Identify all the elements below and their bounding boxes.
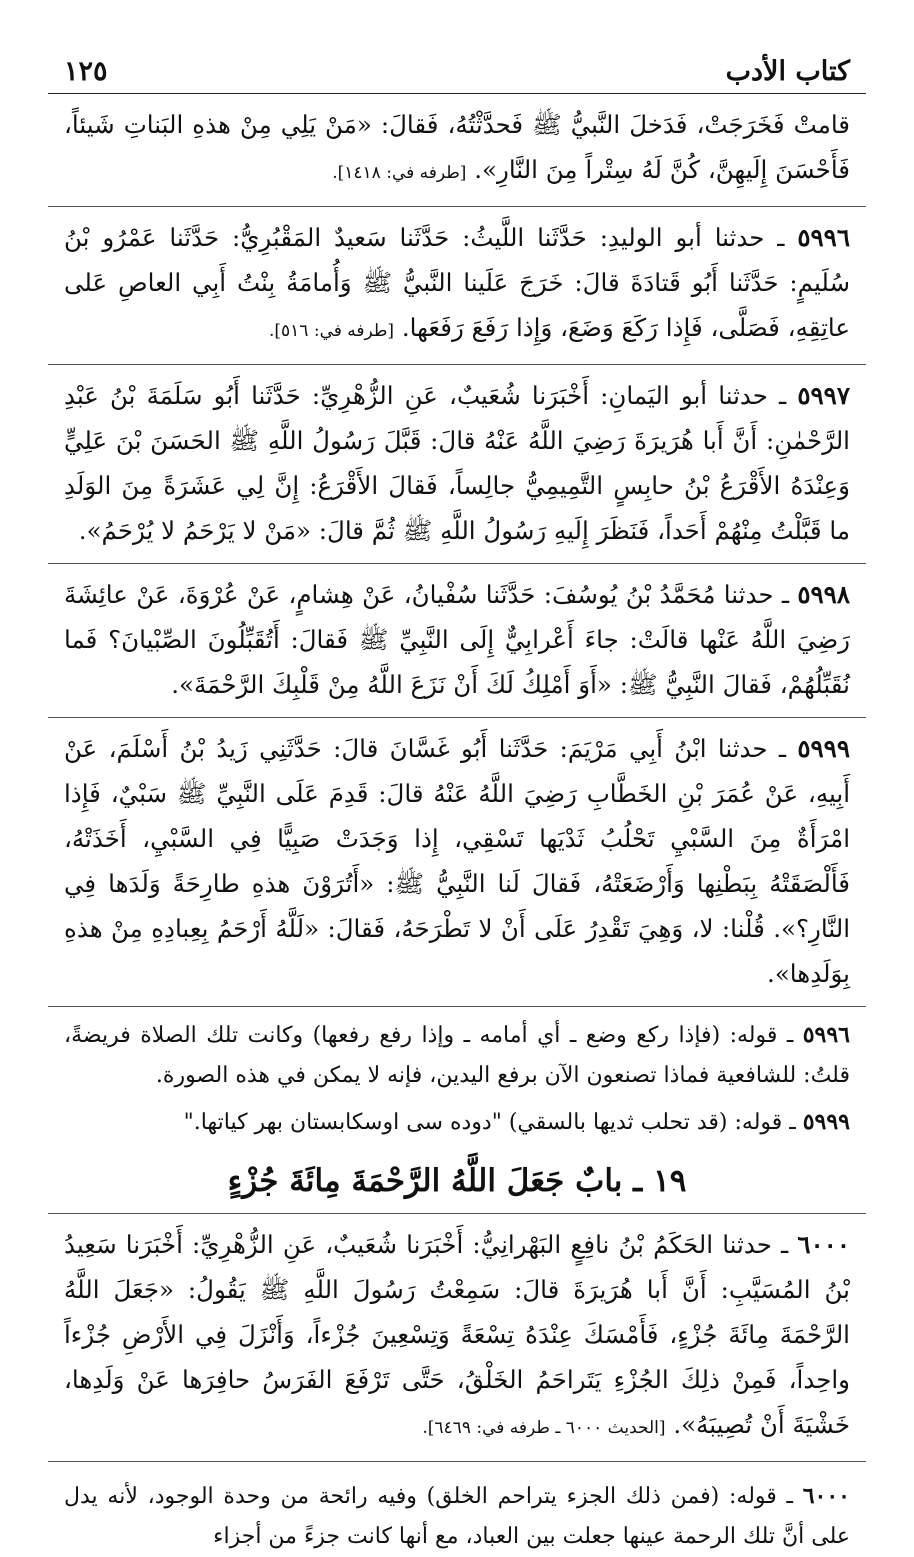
page-header xyxy=(48,56,866,94)
hadith-5998 xyxy=(48,564,866,718)
hadith-text: ٥٩٩٨ ـ حدثنا مُحَمَّدُ بْنُ يُوسُفَ: حَدَّثَنا سُفْيانُ، عَنْ هِشامٍ، عَنْ عُرْوَةَ، عَنْ عائِشَةَ رَضِيَ اللَّهُ عَنْها قالَتْ: جاءَ أَعْرابِيٌّ إِلَى النَّبِيِّ ﷺ فَقالَ: أَتُقَبِّلُونَ الصِّبْيانَ؟ فَما نُقَبِّلُهُمْ، فَقالَ النَّبِيُّ ﷺ: «أَوَ أَمْلِكُ لَكَ أَنْ نَزَعَ اللَّهُ مِنْ قَلْبِكَ الرَّحْمَةَ». xyxy=(64,580,850,699)
hadith-5999 xyxy=(48,718,866,1007)
chapter-heading: ١٩ ـ بابٌ جَعَلَ اللَّهُ الرَّحْمَةَ مِائَةَ جُزْءٍ xyxy=(48,1147,866,1214)
cross-reference: [طرفه في: ٥١٦]. xyxy=(269,321,395,341)
page-number: ١٢٥ xyxy=(64,56,108,87)
hadith-number: ٦٠٠٠ xyxy=(797,1230,850,1259)
cross-reference: [الحديث ٦٠٠٠ ـ طرفه في: ٦٤٦٩]. xyxy=(422,1418,666,1438)
book-title: كتاب الأدب xyxy=(725,56,850,87)
commentary-6000 xyxy=(48,1462,866,1557)
commentary-5999: ٥٩٩٩ ـ قوله: (قد تحلب ثديها بالسقي) "دوده سى اوسكابستان بهر كياتها." xyxy=(183,1109,850,1135)
comment-number: ٥٩٩٩ xyxy=(802,1109,850,1135)
hadith-number: ٥٩٩٦ xyxy=(797,223,850,252)
hadith-text: ٦٠٠٠ ـ حدثنا الحَكَمُ بْنُ نافِعٍ البَهْرانِيُّ: أَخْبَرَنا شُعَيبٌ، عَنِ الزُّهْرِيِّ: أَخْبَرَنا سَعِيدُ بْنُ المُسَيَّبِ: أَنَّ أَبا هُرَيرَةَ قالَ: سَمِعْتُ رَسُولَ اللَّهِ ﷺ يَقُولُ: «جَعَلَ اللَّهُ الرَّحْمَةَ مِائَةَ جُزْءٍ، فَأَمْسَكَ عِنْدَهُ تِسْعَةً وَتِسْعِينَ جُزْءاً، وَأَنْزَلَ فِي الأَرْضِ جُزْءاً واحِداً، فَمِنْ ذلِكَ الجُزْءِ يَتَراحَمُ الخَلْقُ، حَتَّى تَرْفَعَ الفَرَسُ حافِرَها عَنْ وَلَدِها، خَشْيَةَ أَنْ تُصِيبَهُ». [الحديث ٦٠٠٠ ـ طرفه في: ٦٤٦٩]. xyxy=(64,1230,850,1439)
hadith-number: ٥٩٩٨ xyxy=(797,580,850,609)
commentary-5996: ٥٩٩٦ ـ قوله: (فإذا ركع وضع ـ أي أمامه ـ وإذا رفع رفعها) وكانت تلك الصلاة فريضةً، قلتُ: للشافعية فماذا تصنعون الآن برفع اليدين، فإنه لا يمكن في هذه الصورة. xyxy=(64,1022,850,1088)
hadith-text: قامتْ فَخَرَجَتْ، فَدَخلَ النَّبيُّ ﷺ فَحدَّثْتُهُ، فَقالَ: «مَنْ يَلِي مِنْ هذهِ البَناتِ شَيئاً، فَأَحْسَنَ إِلَيهِنَّ، كُنَّ لَهُ سِتْراً مِنَ النَّارِ». [طرفه في: ١٤١٨]. xyxy=(64,110,850,184)
hadith-5996 xyxy=(48,207,866,365)
commentary-section xyxy=(48,1007,866,1147)
hadith-continuation xyxy=(48,94,866,207)
hadith-6000 xyxy=(48,1214,866,1462)
commentary-text: ٦٠٠٠ ـ قوله: (فمن ذلك الجزء يتراحم الخلق) وفيه رائحة من وحدة الوجود، لأنه يدل على أنَّ تلك الرحمة عينها جعلت بين العباد، مع أنها كانت جزءً من أجزاء xyxy=(64,1483,850,1549)
hadith-number: ٥٩٩٩ xyxy=(797,734,850,763)
cross-reference: [طرفه في: ١٤١٨]. xyxy=(332,163,467,183)
hadith-text: ٥٩٩٩ ـ حدثنا ابْنُ أَبِي مَرْيَمَ: حَدَّثَنا أَبُو غَسَّانَ قالَ: حَدَّثَنِي زَيدُ بْنُ أَسْلَمَ، عَنْ أَبِيهِ، عَنْ عُمَرَ بْنِ الخَطَّابِ رَضِيَ اللَّهُ عَنْهُ قالَ: قَدِمَ عَلَى النَّبِيِّ ﷺ سَبْيٌ، فَإِذا امْرَأَةٌ مِنَ السَّبْيِ تَحْلُبُ ثَدْيَها تَسْقِي، إِذا وَجَدَتْ صَبِيًّا فِي السَّبْيِ، أَخَذَتْهُ، فَأَلْصَقَتْهُ بِبَطْنِها وَأَرْضَعَتْهُ، فَقالَ لَنا النَّبِيُّ ﷺ: «أَتُرَوْنَ هذهِ طارِحَةً وَلَدَها فِي النَّارِ؟». قُلْنا: لا، وَهِيَ تَقْدِرُ عَلَى أَنْ لا تَطْرَحَهُ، فَقالَ: «لَلَّهُ أَرْحَمُ بِعِبادِهِ مِنْ هذهِ بِوَلَدِها». xyxy=(64,734,851,988)
comment-number: ٥٩٩٦ xyxy=(802,1022,850,1048)
comment-number: ٦٠٠٠ xyxy=(802,1483,850,1509)
hadith-number: ٥٩٩٧ xyxy=(797,381,850,410)
hadith-text: ٥٩٩٧ ـ حدثنا أبو اليَمانِ: أَخْبَرَنا شُعَيبٌ، عَنِ الزُّهْرِيِّ: حَدَّثَنا أَبُو سَلَمَةَ بْنُ عَبْدِ الرَّحْمٰنِ: أَنَّ أَبا هُرَيرَةَ رَضِيَ اللَّهُ عَنْهُ قالَ: قَبَّلَ رَسُولُ اللَّهِ ﷺ الحَسَنَ بْنَ عَلِيٍّ وَعِنْدَهُ الأَقْرَعُ بْنُ حابِسٍ التَّمِيمِيُّ جالِساً، فَقالَ الأَقْرَعُ: إِنَّ لِي عَشَرَةً مِنَ الوَلَدِ ما قَبَّلْتُ مِنْهُمْ أَحَداً، فَنَظَرَ إِلَيهِ رَسُولُ اللَّهِ ﷺ ثُمَّ قالَ: «مَنْ لا يَرْحَمُ لا يُرْحَمُ». xyxy=(64,381,850,545)
hadith-5997 xyxy=(48,365,866,564)
hadith-text: ٥٩٩٦ ـ حدثنا أبو الوليدِ: حَدَّثَنا اللَّيثُ: حَدَّثَنا سَعيدٌ المَقْبُرِيُّ: حَدَّثَنا عَمْرُو بْنُ سُلَيمٍ: حَدَّثَنا أَبُو قَتادَةَ قالَ: خَرَجَ عَلَينا النَّبيُّ ﷺ وَأُمامَةُ بِنْتُ أَبِي العاصِ عَلى عاتِقِهِ، فَصَلَّى، فَإِذا رَكَعَ وَضَعَ، وَإِذا رَفَعَ رَفَعَها. [طرفه في: ٥١٦]. xyxy=(64,223,850,342)
